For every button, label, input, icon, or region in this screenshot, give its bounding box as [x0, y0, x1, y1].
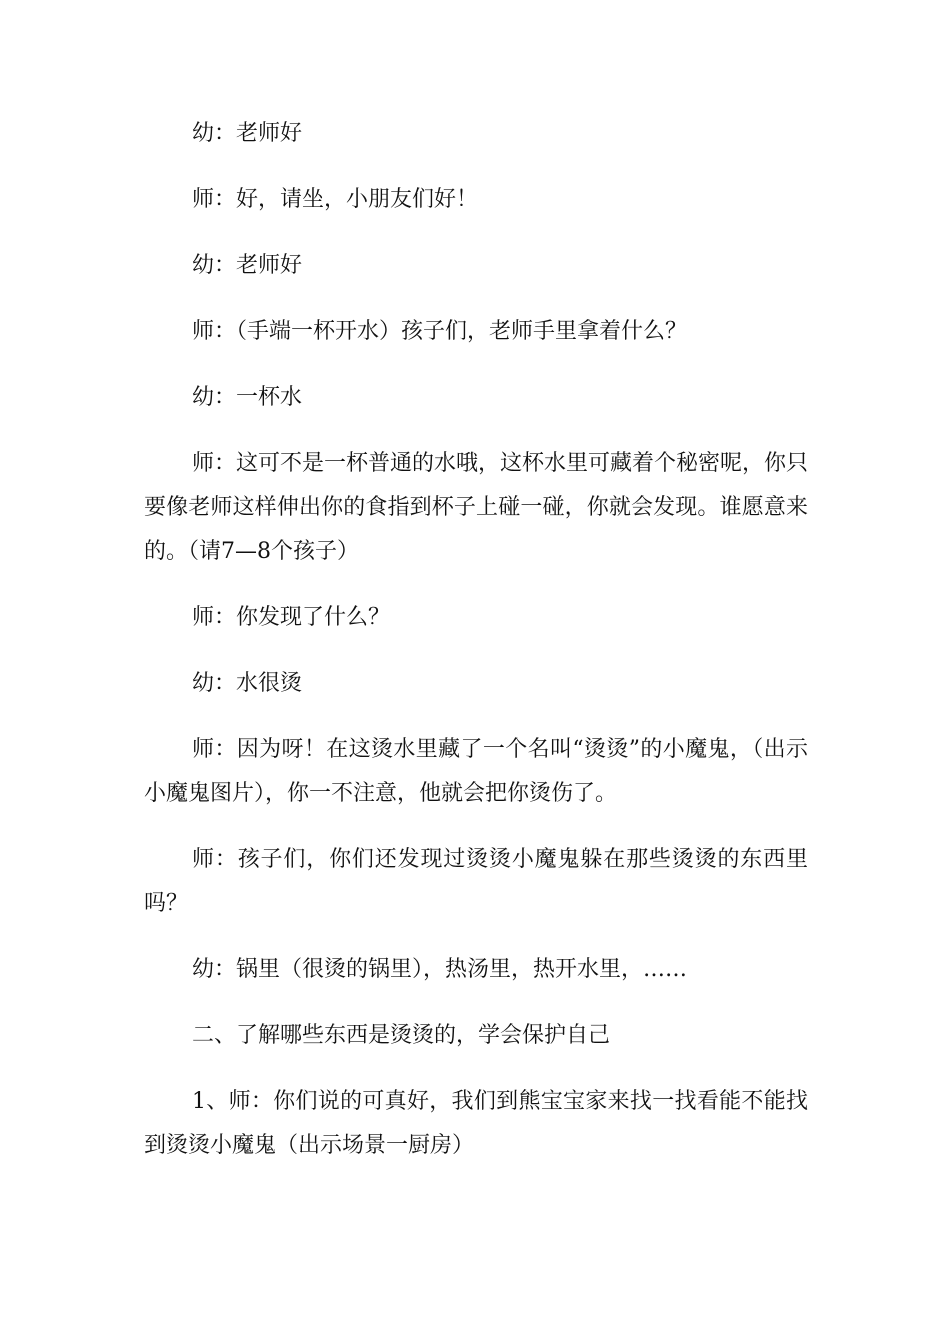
- paragraph: 师：你发现了什么？: [192, 605, 391, 630]
- paragraph: 师：这可不是一杯普通的水哦，这杯水里可藏着个秘密呢，你只要像老师这样伸出你的食指到杯子上碰一碰，你就会发现。谁愿意来的。（请7—8个孩子）: [144, 451, 809, 564]
- paragraph: 幼：老师好: [192, 121, 303, 146]
- paragraph: 幼：老师好: [192, 253, 303, 278]
- paragraph: 师：（手端一杯开水）孩子们，老师手里拿着什么？: [192, 319, 688, 344]
- paragraph: 师：因为呀！在这烫水里藏了一个名叫“烫烫”的小魔鬼，（出示小魔鬼图片），你一不注意，他就会把你烫伤了。: [144, 737, 808, 806]
- section-heading: 二、了解哪些东西是烫烫的，学会保护自己: [192, 1023, 611, 1048]
- document-body: [144, 112, 808, 1190]
- paragraph: 1、师：你们说的可真好，我们到熊宝宝家来找一找看能不能找到烫烫小魔鬼（出示场景一厨房）: [144, 1089, 808, 1158]
- paragraph: 师：好，请坐，小朋友们好！: [192, 187, 479, 212]
- paragraph: 幼：水很烫: [192, 671, 303, 696]
- paragraph: 师：孩子们，你们还发现过烫烫小魔鬼躲在那些烫烫的东西里吗？: [144, 847, 808, 916]
- paragraph: 幼：一杯水: [192, 385, 303, 410]
- paragraph: 幼：锅里（很烫的锅里），热汤里，热开水里，……: [192, 957, 688, 982]
